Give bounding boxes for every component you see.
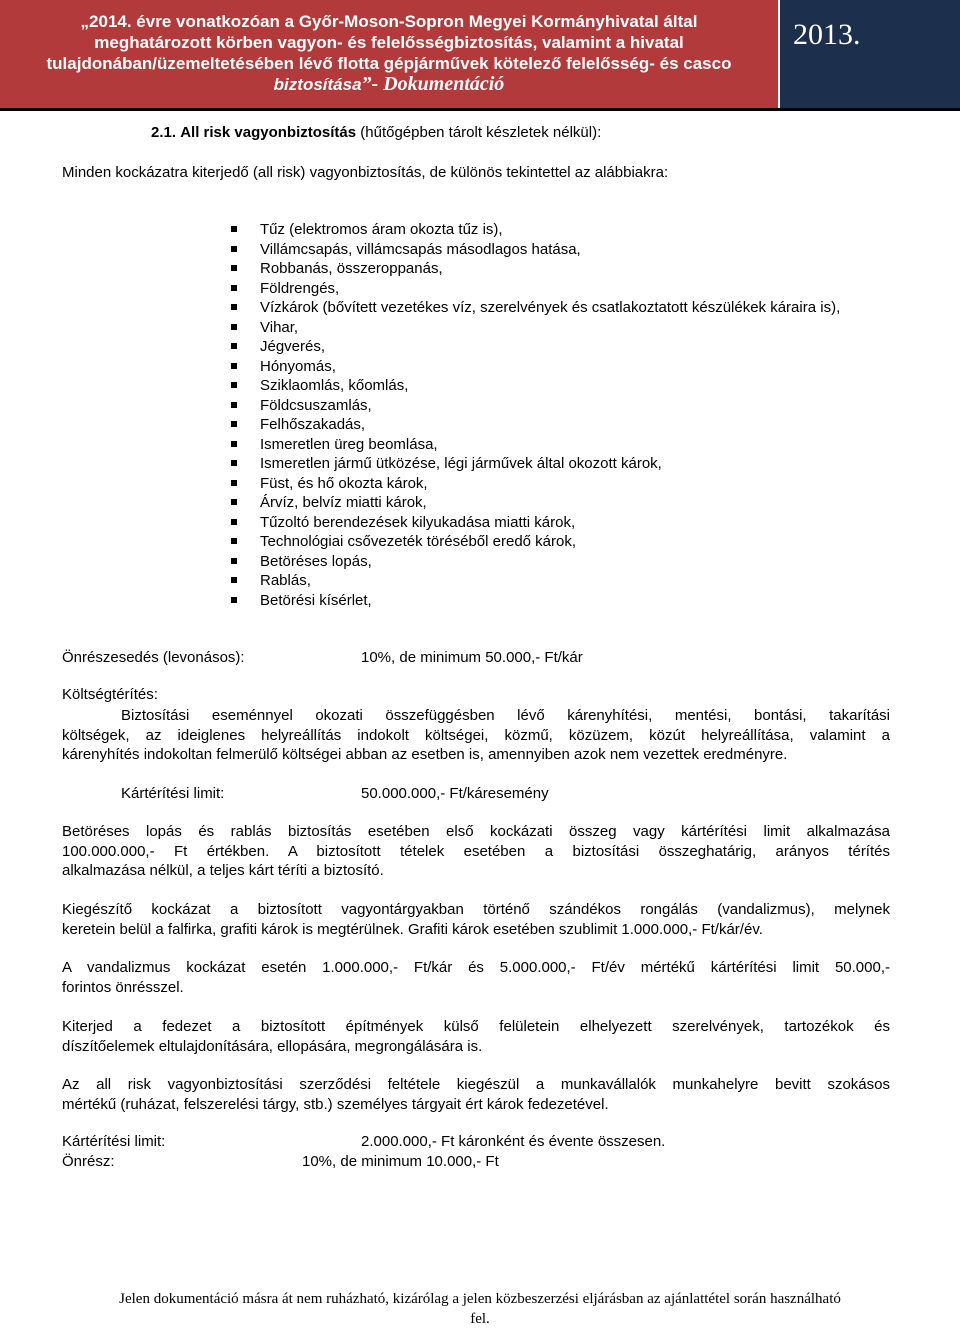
footer-line-2: fel. xyxy=(470,1311,490,1327)
header-year: 2013. xyxy=(793,18,861,51)
risk-list-item: Robbanás, összeroppanás, xyxy=(260,259,900,279)
risk-list-item: Hónyomás, xyxy=(260,357,900,377)
section-title-bold: All risk vagyonbiztosítás xyxy=(180,124,357,141)
header-line-2: meghatározott körben vagyon- és felelősségbiztosítás, valamint a hivatal xyxy=(94,33,684,52)
vandal-line-2: keretein belül a falfirka, grafiti károk is megtérülnek. Grafiti károk esetében szublimit 1.000.000,- Ft/kár/év. xyxy=(62,920,763,938)
deductible-value: 10%, de minimum 50.000,- Ft/kár xyxy=(361,649,583,666)
risk-list-item: Földcsuszamlás, xyxy=(260,396,900,416)
footer-line-1: Jelen dokumentáció másra át nem ruházható, kizárólag a jelen közbeszerzési eljárásban az ajánlattétel során használható xyxy=(119,1291,841,1307)
section-subtitle: (hűtőgépben tárolt készletek nélkül): xyxy=(356,124,602,141)
theft-paragraph xyxy=(62,822,890,881)
external-line-1: Kiterjed a fedezet a biztosított építmények külső felületein elhelyezett szerelvények, tartozékok és xyxy=(62,1018,890,1035)
costs-line-3: kárenyhítés indokoltan felmerülő költségei abban az esetben is, amennyiben azok nem vezettek eredményre. xyxy=(62,746,788,763)
risk-list-item: Ismeretlen üreg beomlása, xyxy=(260,435,900,455)
header-line-4b: ”- Dokumentáció xyxy=(361,73,505,95)
risk-list xyxy=(260,220,900,610)
risk-list-item: Sziklaomlás, kőomlás, xyxy=(260,376,900,396)
risk-list-item: Ismeretlen jármű ütközése, légi járművek által okozott károk, xyxy=(260,454,900,474)
deductible2-value: 10%, de minimum 10.000,- Ft xyxy=(302,1153,499,1170)
header-rule xyxy=(0,108,960,111)
vandal-limit-line-1: A vandalizmus kockázat esetén 1.000.000,- Ft/kár és 5.000.000,- Ft/év mértékű kártérítési limit 50.000,- xyxy=(62,959,890,976)
limit1-value: 50.000.000,- Ft/káresemény xyxy=(361,785,549,802)
deductible2-label: Önrész: xyxy=(62,1153,115,1170)
header-line-4 xyxy=(0,74,778,95)
risk-list-item: Rablás, xyxy=(260,571,900,591)
risk-list-item: Betörési kísérlet, xyxy=(260,591,900,611)
intro-text: Minden kockázatra kiterjedő (all risk) vagyonbiztosítás, de különös tekintettel az alábbiakra: xyxy=(62,164,669,181)
risk-list-item: Árvíz, belvíz miatti károk, xyxy=(260,493,900,513)
risk-list-item: Felhőszakadás, xyxy=(260,415,900,435)
theft-line-1: Betöréses lopás és rablás biztosítás esetében első kockázati összeg vagy kártérítési limit alkalmazása xyxy=(62,823,890,840)
vandal-limit-line-2: forintos önrésszel. xyxy=(62,978,184,996)
limit2-label: Kártérítési limit: xyxy=(62,1133,166,1150)
personal-line-2: mértékű (ruházat, felszerelési tárgy, stb.) személyes tárgyait ért károk fedezetével. xyxy=(62,1095,609,1113)
vandal-line-1: Kiegészítő kockázat a biztosított vagyontárgyakban történő szándékos rongálás (vandalizmus), melynek xyxy=(62,901,890,918)
header-line-3: tulajdonában/üzemeltetésében lévő flotta gépjárművek kötelező felelősség- és casco xyxy=(46,54,732,73)
header-line-1: „2014. évre vonatkozóan a Győr-Moson-Sopron Megyei Kormányhivatal által xyxy=(80,12,698,31)
external-paragraph xyxy=(62,1017,890,1056)
risk-list-item: Tűzoltó berendezések kilyukadása miatti károk, xyxy=(260,513,900,533)
document-header xyxy=(0,0,960,110)
vandal-limit-paragraph xyxy=(62,958,890,997)
personal-items-paragraph xyxy=(62,1075,890,1114)
header-line-4a: biztosítása xyxy=(273,75,362,94)
personal-line-1: Az all risk vagyonbiztosítási szerződési feltétele kiegészül a munkavállalók munkahelyre bevitt szokásos xyxy=(62,1076,890,1093)
theft-line-3: alkalmazása nélkül, a teljes kárt téríti a biztosító. xyxy=(62,862,384,879)
costs-line-2: költségek, az ideiglenes helyreállítás indokolt költségei, közmű, közüzem, közút helyreállítása, valamint a xyxy=(62,726,890,744)
header-year-panel xyxy=(780,0,960,108)
section-number: 2.1. xyxy=(151,124,177,141)
footer-note xyxy=(40,1289,920,1329)
risk-list-item: Vízkárok (bővített vezetékes víz, szerelvények és csatlakoztatott készülékek káraira is), xyxy=(260,298,900,318)
theft-line-2: 100.000.000,- Ft értékben. A biztosított tételek esetében a biztosítási összeghatárig, arányos térítés xyxy=(62,842,890,860)
risk-list-item: Betöréses lopás, xyxy=(260,552,900,572)
risk-list-item: Tűz (elektromos áram okozta tűz is), xyxy=(260,220,900,240)
risk-list-item: Jégverés, xyxy=(260,337,900,357)
costs-label: Költségtérítés: xyxy=(62,686,158,703)
risk-list-item: Vihar, xyxy=(260,318,900,338)
risk-list-item: Földrengés, xyxy=(260,279,900,299)
risk-list-item: Technológiai csővezeték töréséből eredő károk, xyxy=(260,532,900,552)
vandal-paragraph xyxy=(62,900,890,939)
risk-list-item: Füst, és hő okozta károk, xyxy=(260,474,900,494)
limit2-value: 2.000.000,- Ft káronként és évente összesen. xyxy=(361,1133,666,1150)
costs-line-1: Biztosítási eseménnyel okozati összefüggésben lévő kárenyhítési, mentési, bontási, takarítási xyxy=(121,707,890,724)
section-title xyxy=(151,124,601,141)
deductible-label: Önrészesedés (levonásos): xyxy=(62,649,245,666)
risk-list-item: Villámcsapás, villámcsapás másodlagos hatása, xyxy=(260,240,900,260)
costs-paragraph xyxy=(62,706,890,765)
external-line-2: díszítőelemek eltulajdonítására, ellopására, megrongálására is. xyxy=(62,1037,483,1055)
limit1-label: Kártérítési limit: xyxy=(121,785,225,802)
header-title xyxy=(0,11,778,95)
